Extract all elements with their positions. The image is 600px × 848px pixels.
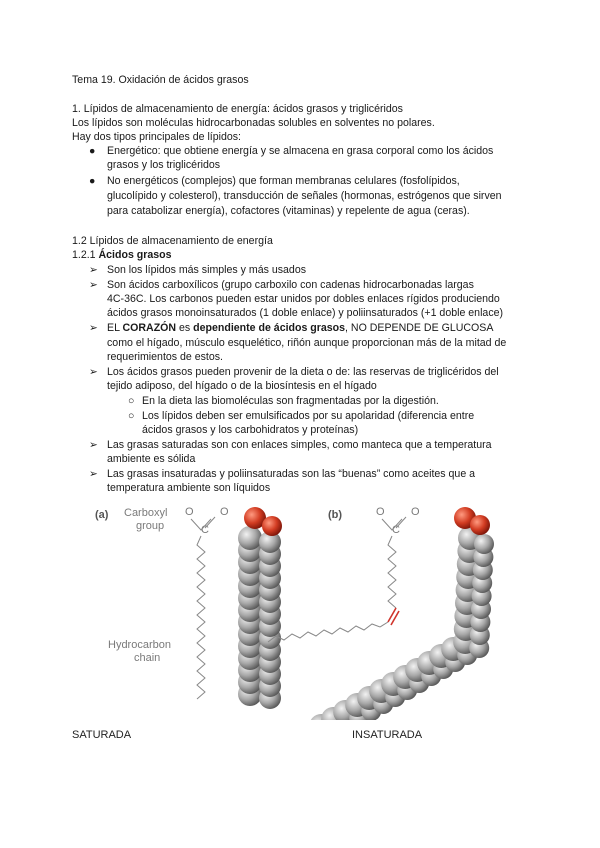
list-item: Son ácidos carboxílicos (grupo carboxilo con cadenas hidrocarbonadas largas (107, 279, 474, 291)
bullet-dot: ● (89, 145, 96, 157)
arrow-bullet-icon: ➢ (89, 439, 98, 451)
text-run: es (176, 322, 194, 334)
text-run: , NO DEPENDE DE GLUCOSA (345, 322, 494, 334)
hydrocarbon-label: Hydrocarbon (108, 639, 171, 651)
oxygen-label: O (220, 506, 229, 518)
saturated-caption: SATURADA (72, 729, 132, 741)
molecule-drawing (60, 500, 540, 720)
oxygen-label: O (411, 506, 420, 518)
arrow-bullet-icon: ➢ (89, 366, 98, 378)
unsaturated-caption: INSATURADA (352, 729, 423, 741)
carboxyl-label: group (136, 520, 165, 532)
section-1-heading: 1. Lípidos de almacenamiento de energía: ácidos grasos y triglicéridos (72, 103, 403, 115)
hydrocarbon-label: chain (134, 652, 161, 664)
list-item: ambiente es sólida (107, 453, 196, 465)
carbon-label: C (392, 524, 400, 536)
list-item: Las grasas saturadas son con enlaces simples, como manteca que a temperatura (107, 439, 492, 451)
list-item: como el hígado, músculo esquelético, riñón aunque proporcionan más de la mitad de (107, 337, 507, 349)
list-item: En la dieta las biomoléculas son fragmentadas por la digestión. (142, 395, 439, 407)
list-item: ácidos grasos monoinsaturados (1 doble enlace) y poliinsaturados (+1 doble enlace) (107, 307, 504, 319)
list-item: para catabolizar energía), cofactores (vitaminas) y repelente de agua (ceras). (107, 205, 470, 217)
list-item: requerimientos de estos. (107, 351, 224, 363)
section-2-heading: 1.2 Lípidos de almacenamiento de energía (72, 235, 273, 247)
unsaturated-skeletal-structure (268, 517, 406, 642)
carboxyl-label: Carboxyl (124, 507, 168, 519)
subsection-number: 1.2.1 (72, 249, 96, 261)
oxygen-label: O (185, 506, 194, 518)
panel-b-label: (b) (328, 509, 343, 521)
carbon-atom (238, 526, 262, 550)
carbon-atom (474, 534, 494, 554)
subsection-heading (72, 248, 172, 262)
list-item (107, 321, 493, 335)
list-item: glucolípido y colesterol), transducción de señales (hormonas, estrógenos que sirven (107, 190, 502, 202)
arrow-bullet-icon: ➢ (89, 322, 98, 334)
paragraph-line: Hay dos tipos principales de lípidos: (72, 131, 242, 143)
oxygen-atom (262, 516, 282, 536)
arrow-bullet-icon: ➢ (89, 279, 98, 291)
double-bond (388, 608, 399, 625)
panel-a-label: (a) (95, 509, 109, 521)
arrow-bullet-icon: ➢ (89, 264, 98, 276)
list-item: Las grasas insaturadas y poliinsaturadas son las “buenas” como aceites que a (107, 468, 476, 480)
paragraph-line: Los lípidos son moléculas hidrocarbonadas solubles en solventes no polares. (72, 117, 435, 129)
fatty-acid-figure (60, 500, 540, 720)
list-item: Energético: que obtiene energía y se almacena en grasa corporal como los ácidos (107, 145, 494, 157)
list-item: grasos y los triglicéridos (107, 159, 221, 171)
list-item: ácidos grasos y los carbohidratos y proteínas) (142, 424, 359, 436)
carbon-label: C (201, 524, 209, 536)
subsection-title: Ácidos grasos (98, 249, 172, 261)
list-item: Son los lípidos más simples y más usados (107, 264, 307, 276)
arrow-bullet-icon: ➢ (89, 468, 98, 480)
oxygen-label: O (376, 506, 385, 518)
list-item: temperatura ambiente son líquidos (107, 482, 271, 494)
list-item: Los lípidos deben ser emulsificados por su apolaridad (diferencia entre (142, 410, 475, 422)
unsaturated-space-filling-model (309, 507, 494, 720)
circle-bullet-icon: ○ (128, 395, 135, 407)
bullet-dot: ● (89, 175, 96, 187)
saturated-skeletal-structure (191, 517, 215, 699)
oxygen-atom (470, 515, 490, 535)
text-run: EL (107, 322, 123, 334)
circle-bullet-icon: ○ (128, 410, 135, 422)
list-item: 4C-36C. Los carbonos pueden estar unidos por dobles enlaces rígidos produciendo (107, 293, 500, 305)
list-item: tejido adiposo, del hígado o de la biosíntesis en el hígado (107, 380, 377, 392)
bold-text: CORAZÓN (122, 322, 177, 334)
saturated-space-filling-model (238, 507, 282, 709)
list-item: Los ácidos grasos pueden provenir de la dieta o de: las reservas de triglicéridos del (107, 366, 499, 378)
page-title: Tema 19. Oxidación de ácidos grasos (72, 74, 249, 86)
bold-text: dependiente de ácidos grasos (193, 322, 346, 334)
list-item: No energéticos (complejos) que forman membranas celulares (fosfolípidos, (107, 175, 460, 187)
